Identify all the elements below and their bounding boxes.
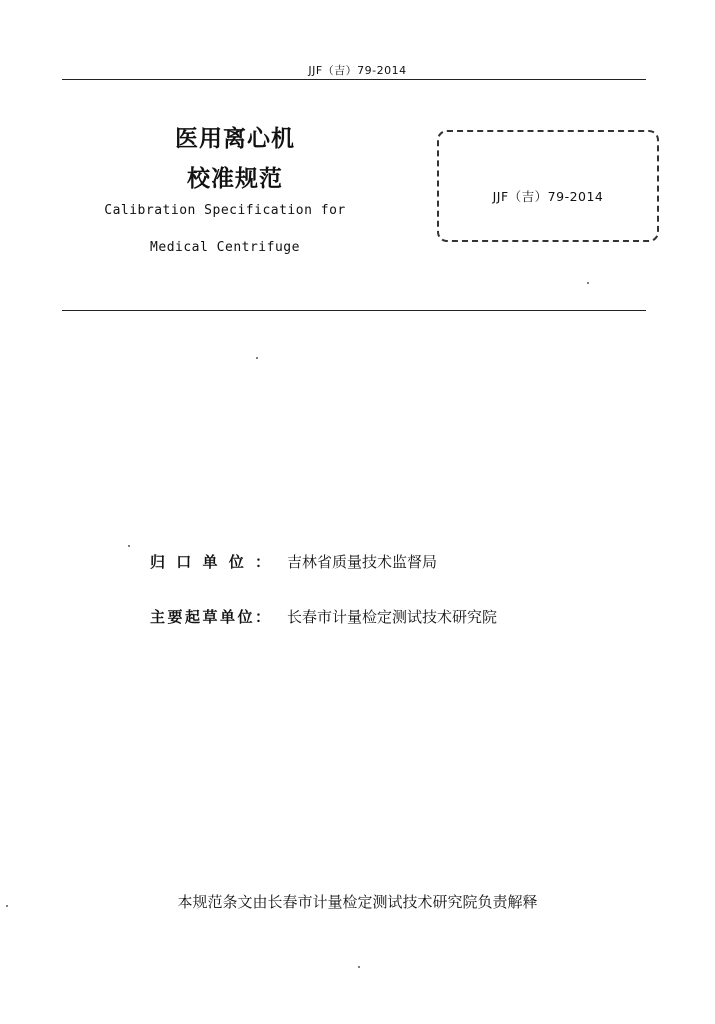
scan-speck	[6, 905, 8, 907]
drafter-value: 长春市计量检定测试技术研究院	[287, 608, 498, 626]
header-divider	[62, 79, 646, 80]
scan-speck	[587, 282, 589, 284]
title-chinese-line1: 医用离心机	[175, 125, 295, 152]
document-code-header: JJF（吉）79-2014	[308, 64, 407, 77]
document-code-stamp: JJF（吉）79-2014	[492, 189, 604, 204]
title-divider	[62, 310, 646, 311]
scan-speck	[358, 966, 360, 968]
authority-value: 吉林省质量技术监督局	[287, 553, 438, 571]
title-english-line1: Calibration Specification for	[104, 203, 346, 218]
title-chinese-line2: 校准规范	[187, 165, 283, 192]
scan-speck	[256, 357, 258, 359]
scan-speck	[128, 545, 130, 547]
interpretation-note: 本规范条文由长春市计量检定测试技术研究院负责解释	[177, 893, 538, 911]
drafter-label: 主要起草单位：	[150, 608, 270, 626]
title-english-line2: Medical Centrifuge	[150, 240, 300, 255]
document-code-stamp-frame	[437, 130, 659, 242]
authority-label: 归口单位：	[150, 553, 270, 571]
